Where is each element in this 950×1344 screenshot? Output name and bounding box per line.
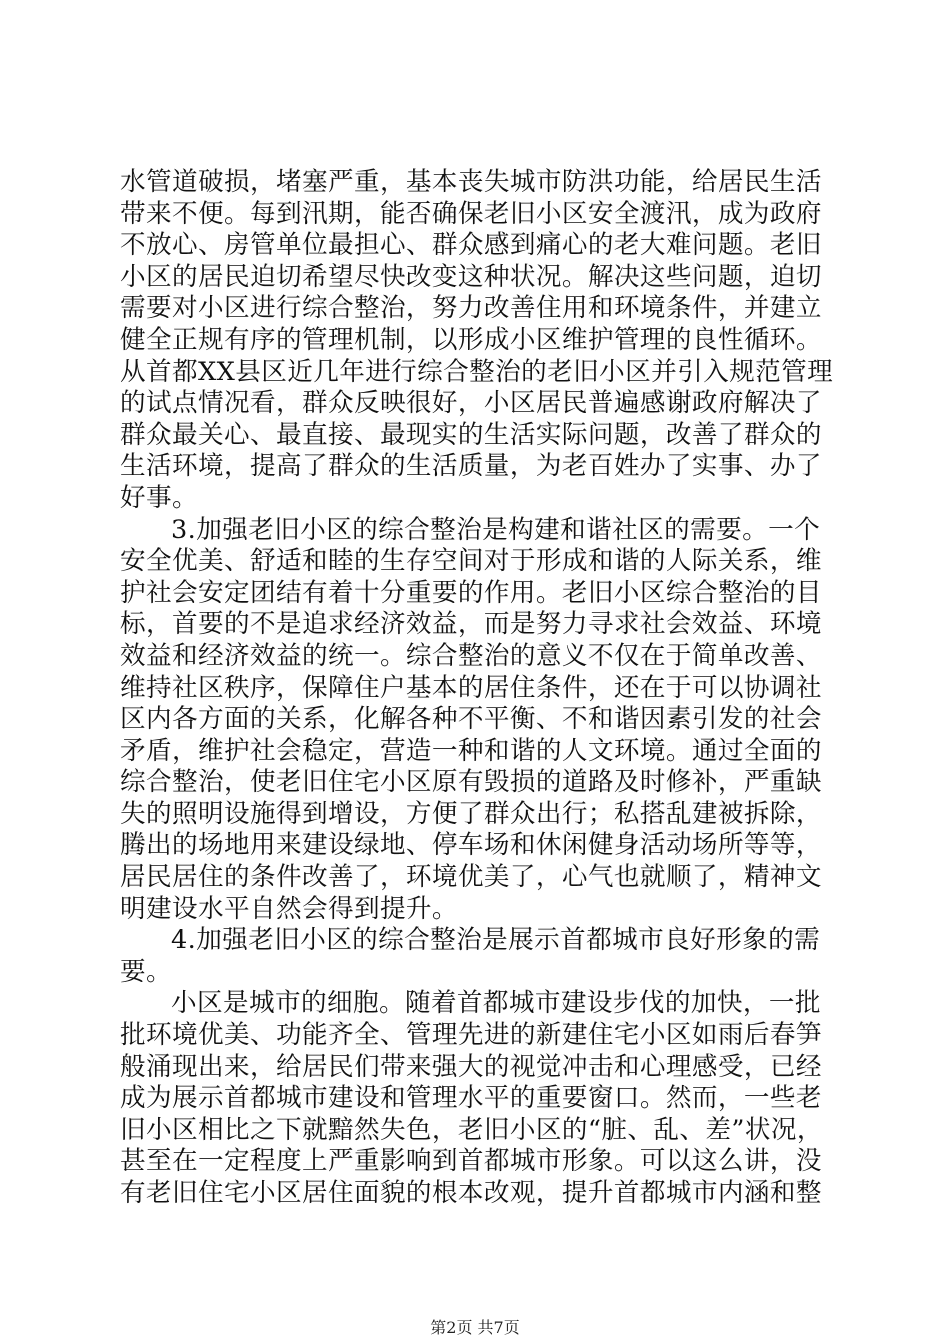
text-line: 效益和经济效益的统一。综合整治的意义不仅在于简单改善、 [120, 640, 822, 671]
paragraph-start: 小区是城市的细胞。随着首都城市建设步伐的加快，一批 [171, 988, 821, 1019]
text-line: 矛盾，维护社会稳定，营造一种和谐的人文环境。通过全面的 [120, 735, 822, 766]
text-line: 安全优美、舒适和睦的生存空间对于形成和谐的人际关系，维 [120, 546, 822, 577]
text-line: 好事。 [120, 482, 198, 513]
text-line: 小区的居民迫切希望尽快改变这种状况。解决这些问题，迫切 [120, 261, 822, 292]
text-line: 旧小区相比之下就黯然失色，老旧小区的“脏、乱、差”状况， [120, 1114, 823, 1145]
text-line: 生活环境，提高了群众的生活质量，为老百姓办了实事、办了 [120, 451, 822, 482]
text-line: 群众最关心、最直接、最现实的生活实际问题，改善了群众的 [120, 419, 822, 450]
text-line: 成为展示首都城市建设和管理水平的重要窗口。然而，一些老 [120, 1083, 822, 1114]
text-line: 标，首要的不是追求经济效益，而是努力寻求社会效益、环境 [120, 609, 822, 640]
text-line: 批环境优美、功能齐全、管理先进的新建住宅小区如雨后春笋 [120, 1020, 822, 1051]
text-line: 带来不便。每到汛期，能否确保老旧小区安全渡汛，成为政府 [120, 198, 822, 229]
text-line: 般涌现出来，给居民们带来强大的视觉冲击和心理感受，已经 [120, 1051, 822, 1082]
text-line: 有老旧住宅小区居住面貌的根本改观，提升首都城市内涵和整 [120, 1178, 822, 1208]
text-line: 健全正规有序的管理机制，以形成小区维护管理的良性循环。 [120, 324, 822, 355]
paragraph-heading-4: 4.加强老旧小区的综合整治是展示首都城市良好形象的需 [171, 925, 821, 956]
text-line: 居民居住的条件改善了，环境优美了，心气也就顺了，精神文 [120, 862, 822, 893]
document-body [120, 167, 840, 1210]
paragraph-heading-3: 3.加强老旧小区的综合整治是构建和谐社区的需要。一个 [171, 514, 821, 545]
page-footer [0, 1318, 950, 1338]
text-line: 失的照明设施得到增设，方便了群众出行；私搭乱建被拆除， [120, 798, 822, 829]
text-line: 的试点情况看，群众反映很好，小区居民普遍感谢政府解决了 [120, 388, 822, 419]
text-line: 需要对小区进行综合整治，努力改善住用和环境条件，并建立 [120, 293, 822, 324]
text-line: 要。 [120, 956, 172, 987]
text-line: 护社会安定团结有着十分重要的作用。老旧小区综合整治的目 [120, 577, 822, 608]
text-line: 不放心、房管单位最担心、群众感到痛心的老大难问题。老旧 [120, 230, 822, 261]
text-line: 水管道破损，堵塞严重，基本丧失城市防洪功能，给居民生活 [120, 167, 822, 197]
text-line: 维持社区秩序，保障住户基本的居住条件，还在于可以协调社 [120, 672, 822, 703]
text-line: 从首都XX县区近几年进行综合整治的老旧小区并引入规范管理 [120, 356, 834, 387]
text-line: 区内各方面的关系，化解各种不平衡、不和谐因素引发的社会 [120, 704, 822, 735]
page-number: 第2页 共7页 [430, 1318, 520, 1337]
text-line: 腾出的场地用来建设绿地、停车场和休闲健身活动场所等等， [120, 830, 822, 861]
text-line: 明建设水平自然会得到提升。 [120, 893, 458, 924]
text-line: 综合整治，使老旧住宅小区原有毁损的道路及时修补，严重缺 [120, 767, 822, 798]
text-line: 甚至在一定程度上严重影响到首都城市形象。可以这么讲，没 [120, 1146, 822, 1177]
